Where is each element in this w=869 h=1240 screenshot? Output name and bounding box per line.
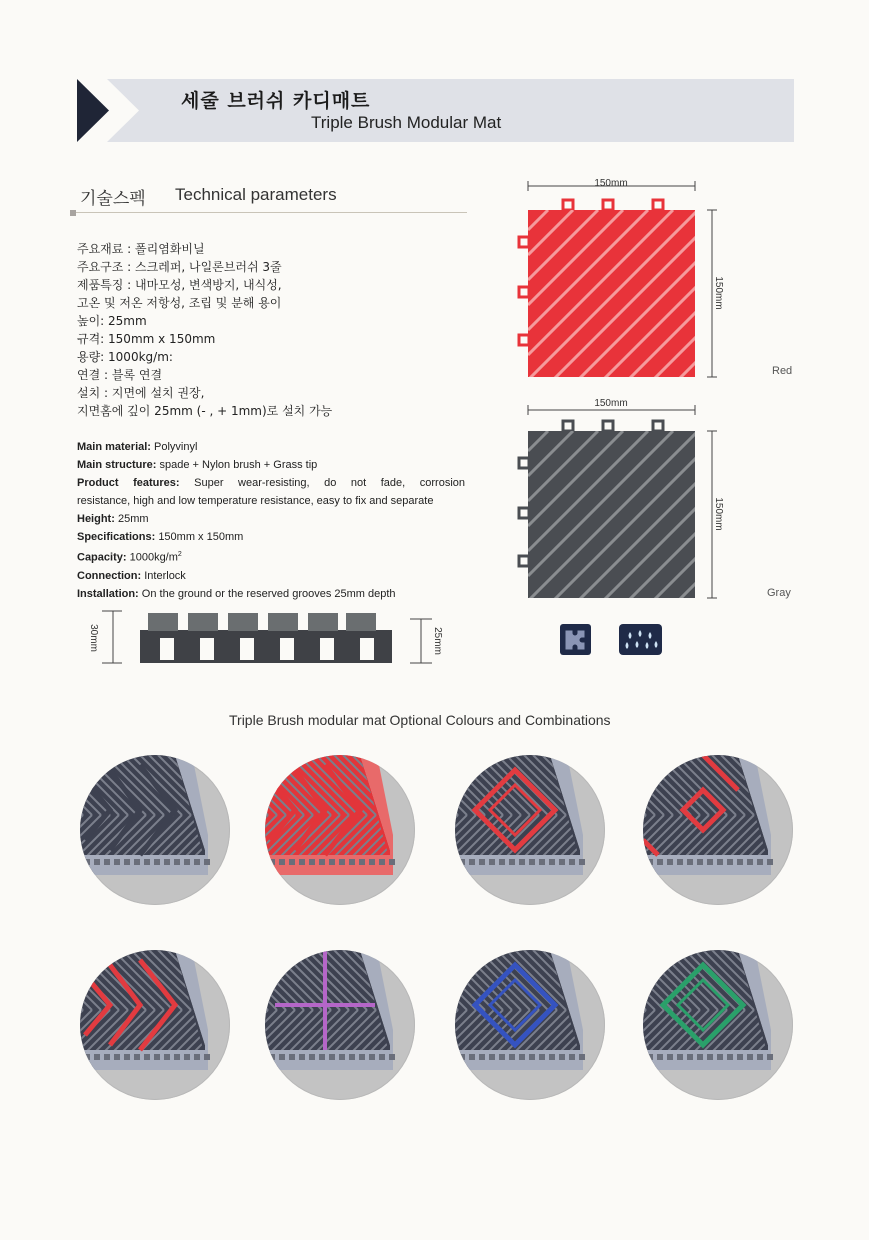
spec-features-line1: Product features: Super wear-resisting, do not fade, corrosion (77, 477, 466, 489)
ko-spec-line: 지면홈에 깊이 25mm (- , + 1mm)로 설치 가능 (77, 404, 333, 418)
page-title-korean: 세줄 브러쉬 카디매트 (181, 90, 371, 112)
ko-spec-line: 제품특징 : 내마모성, 변색방지, 내식성, (77, 278, 282, 292)
ko-spec-line: 연결 : 블록 연결 (77, 368, 163, 382)
combination-mat-preview (455, 950, 605, 1100)
ko-spec-line: 높이: 25mm (77, 314, 147, 328)
korean-spec-list (77, 240, 477, 420)
tile-width-label: 150mm (594, 178, 628, 189)
tile-height-label: 150mm (713, 276, 724, 310)
combination-option-1 (80, 755, 230, 905)
spec-structure: Main structure: spade + Nylon brush + Grass tip (77, 459, 318, 471)
right-dimension-marker (410, 619, 432, 663)
red-tile-product (515, 175, 725, 385)
combination-mat-preview (80, 950, 230, 1100)
combination-option-3 (455, 755, 605, 905)
spec-installation: Installation: On the ground or the reserved grooves 25mm depth (77, 587, 396, 600)
left-dimension-marker (102, 611, 122, 663)
combination-option-8 (643, 950, 793, 1100)
tile-height-label: 150mm (713, 497, 724, 531)
water-drops-icon (619, 624, 662, 655)
combination-mat-preview (455, 755, 605, 905)
section-title-english: Technical parameters (175, 185, 337, 204)
page-title-english: Triple Brush Modular Mat (311, 113, 502, 132)
ko-spec-line: 주요구조 : 스크레퍼, 나일론브러쉬 3줄 (77, 260, 282, 274)
english-spec-list (77, 438, 465, 603)
combination-mat-preview (265, 755, 415, 905)
profile-right-dimension: 25mm (432, 627, 443, 655)
combination-option-4 (643, 755, 793, 905)
combination-mat-preview (643, 950, 793, 1100)
profile-left-dimension: 30mm (88, 624, 99, 652)
ko-spec-line: 설치 : 지면에 설치 권장, (77, 386, 205, 400)
tile-width-label: 150mm (594, 398, 628, 409)
tile-color-label-gray: Gray (767, 587, 791, 599)
header-arrow-shape (77, 79, 109, 142)
tile-body (528, 210, 695, 377)
combination-mat-preview (80, 755, 230, 905)
spec-height: Height: 25mm (77, 513, 149, 525)
tile-color-label-red: Red (772, 365, 793, 377)
combination-mat-preview (643, 755, 793, 905)
combination-option-2 (265, 755, 415, 905)
puzzle-icon (560, 624, 591, 655)
spec-material: Main material: Polyvinyl (77, 441, 198, 453)
section-divider-marker (70, 210, 76, 216)
tile-body (528, 431, 695, 598)
ko-spec-line: 규격: 150mm x 150mm (77, 332, 216, 346)
combination-option-6 (265, 950, 415, 1100)
ko-spec-line: 주요재료 : 폴리염화비닐 (77, 242, 205, 256)
ko-spec-line: 용량: 1000kg/m: (77, 350, 173, 364)
section-title-korean: 기술스펙 (80, 189, 146, 209)
mat-brush-profile (148, 613, 376, 631)
section-divider (70, 212, 467, 213)
spec-specifications: Specifications: 150mm x 150mm (77, 531, 244, 543)
spec-connection: Connection: Interlock (77, 569, 186, 582)
ko-spec-line: 고온 및 저온 저항성, 조립 및 분해 용이 (77, 296, 282, 310)
spec-capacity: Capacity: $1000kg/m^2$ (77, 551, 182, 564)
gray-tile-product (515, 396, 725, 606)
combination-option-5 (80, 950, 230, 1100)
combinations-title: Triple Brush modular mat Optional Colours and Combinations (229, 712, 611, 728)
combination-mat-preview (265, 950, 415, 1100)
spec-features-line2: resistance, high and low temperature resistance, easy to fix and separate (77, 495, 434, 507)
mat-side-profile (80, 608, 460, 670)
mat-base-profile (140, 630, 392, 663)
combination-option-7 (455, 950, 605, 1100)
